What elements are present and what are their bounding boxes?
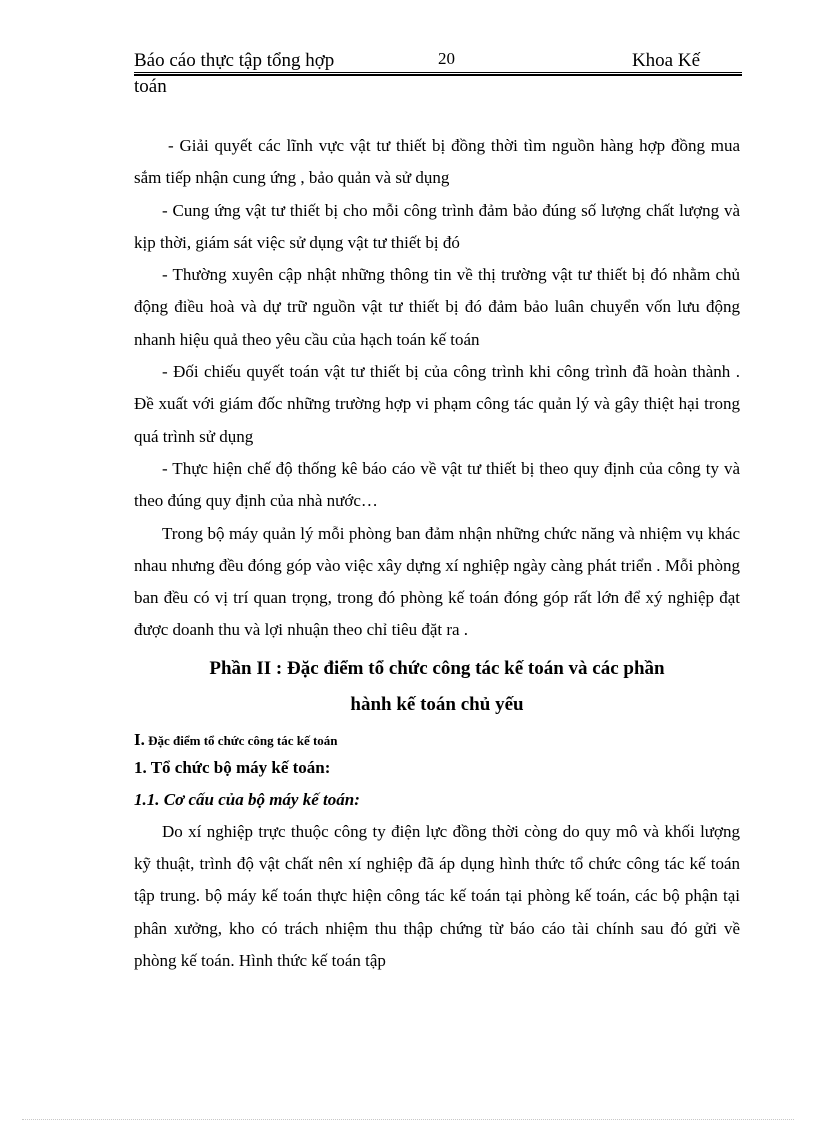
header-rule-thin — [134, 72, 742, 73]
section-i-heading — [134, 729, 740, 752]
paragraph-5: - Thực hiện chế độ thống kê báo cáo về vật tư thiết bị theo quy định của công ty và theo đúng quy định của nhà nước… — [134, 458, 740, 511]
document-body — [134, 130, 740, 977]
part-heading-line-1: Phần II : Đặc điểm tổ chức công tác kế toán và các phần — [209, 657, 665, 679]
section-i-title: Đặc điểm tổ chức công tác kế toán — [148, 732, 338, 748]
paragraph-2: - Cung ứng vật tư thiết bị cho mỗi công trình đảm bảo đúng số lượng chất lượng và kịp thời, giám sát việc sử dụng vật tư thiết bị đó — [134, 200, 740, 252]
part-heading — [134, 651, 740, 723]
paragraph-6: Trong bộ máy quản lý mỗi phòng ban đảm nhận những chức năng và nhiệm vụ khác nhau nhưng đều đóng góp vào việc xây dựng xí nghiệp ngày càng phát triển . Mỗi phòng ban đều có vị trí quan trọng, trong đó phòng kế toán đóng góp rất lớn để xý nghiệp đạt được doanh thu và lợi nhuận theo chỉ tiêu đặt ra . — [134, 523, 740, 640]
paragraph-7: Do xí nghiệp trực thuộc công ty điện lực đồng thời còng do quy mô và khối lượng kỹ thuật, trình độ vật chất nên xí nghiệp đã áp dụng hình thức tổ chức công tác kế toán tập trung. bộ máy kế toán thực hiện công tác kế toán tại phòng kế toán, các bộ phận tại phân xưởng, kho có trách nhiệm thu thập chứng từ báo cáo tài chính sau đó gửi về phòng kế toán. Hình thức kế toán tập — [134, 821, 740, 970]
paragraph-4: - Đối chiếu quyết toán vật tư thiết bị của công trình khi công trình đã hoàn thành . Đề xuất với giám đốc những trường hợp vi phạm công tác quản lý và gây thiệt hại trong quá trình sử dụng — [134, 362, 740, 446]
paragraph-3: - Thường xuyên cập nhật những thông tin về thị trường vật tư thiết bị đó nhằm chủ động điều hoà và dự trữ nguồn vật tư thiết bị đó đảm bảo luân chuyển vốn lưu động nhanh hiệu quả theo yêu cầu của hạch toán kế toán — [134, 265, 740, 349]
paragraph-1: - Giải quyết các lĩnh vực vật tư thiết bị đồng thời tìm nguồn hàng hợp đồng mua sắm tiếp nhận cung ứng , bảo quản và sử dụng — [134, 136, 740, 188]
section-1-1-heading: 1.1. Cơ cấu của bộ máy kế toán: — [134, 789, 360, 809]
section-1-heading: 1. Tổ chức bộ máy kế toán: — [134, 757, 331, 777]
page-header — [134, 46, 742, 76]
header-department-continuation: toán — [134, 76, 167, 97]
header-department: Khoa Kế — [631, 50, 700, 71]
page-number: 20 — [438, 49, 455, 68]
section-i-number: I. — [134, 729, 145, 749]
header-rule-thick — [134, 74, 742, 76]
header-title: Báo cáo thực tập tổng hợp — [134, 50, 335, 71]
page-bottom-rule — [22, 1119, 794, 1120]
part-heading-line-2: hành kế toán chủ yếu — [350, 693, 524, 715]
